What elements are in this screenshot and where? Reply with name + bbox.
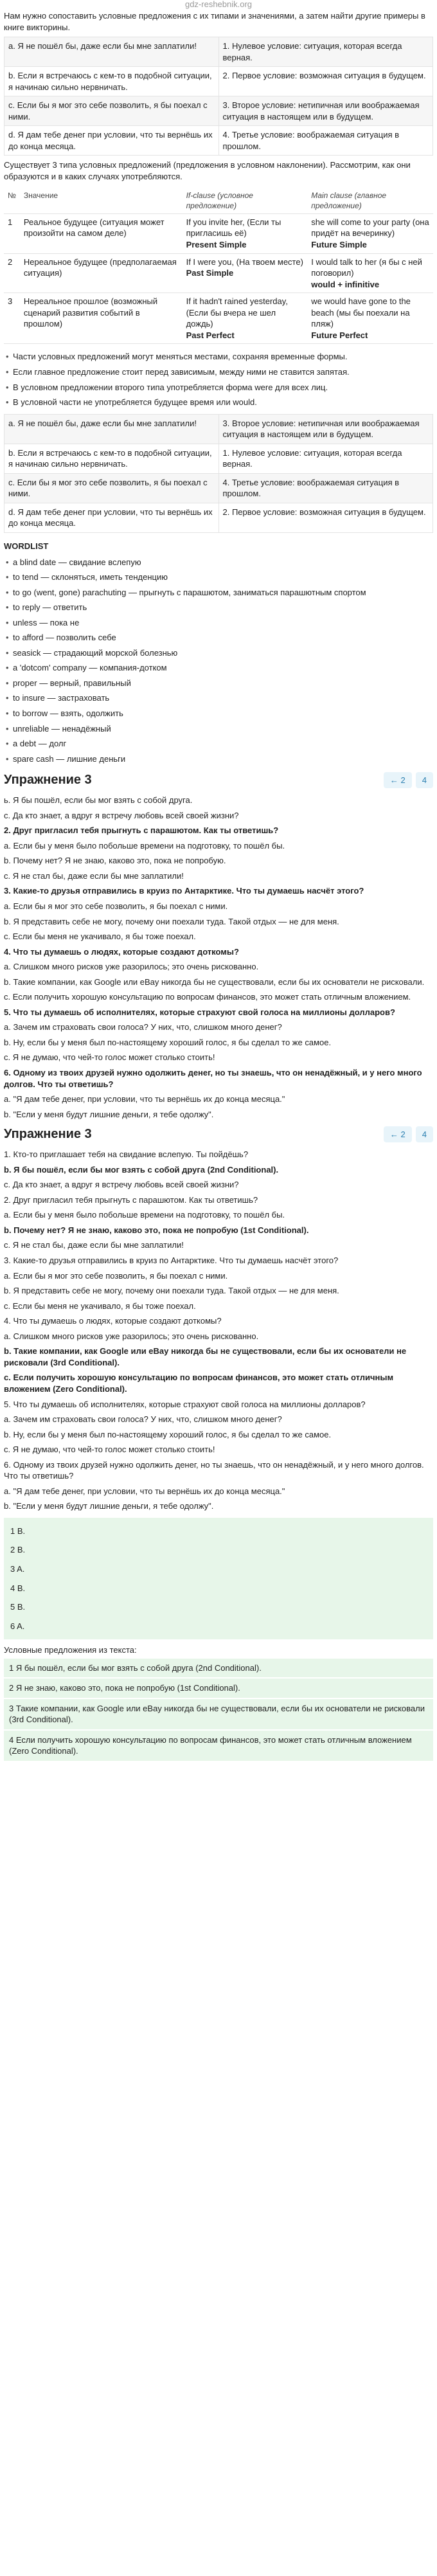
table-row xyxy=(4,293,433,344)
wordlist-item: • unreliable — ненадёжный xyxy=(4,721,433,737)
exercise-line: ь. Я бы пошёл, если бы мог взять с собой друга. xyxy=(4,795,193,806)
table-header-cell: № xyxy=(4,188,20,214)
table-cell: d. Я дам тебе денег при условии, что ты вернёшь их до конца месяца. xyxy=(4,503,219,532)
table-header-cell: Main clause (главное предложение) xyxy=(307,188,433,214)
exercise-line: 6. Одному из твоих друзей нужно одолжить денег, но ты знаешь, что он ненадёжный, и у него много долгов. Что ты ответишь? xyxy=(4,1068,422,1089)
exercise-header-1 xyxy=(0,768,437,793)
exercise-line: а. "Я дам тебе денег, при условии, что ты вернёшь их до конца месяца." xyxy=(4,1486,285,1496)
table-cell: d. Я дам тебе денег при условии, что ты вернёшь их до конца месяца. xyxy=(4,126,219,156)
answer-example: 3 Такие компании, как Google или eBay никогда бы не существовали, если бы их основатели не рисковали (3rd Conditional). xyxy=(4,1699,433,1729)
exercise-line: 3. Какие-то друзья отправились в круиз по Антарктике. Что ты думаешь насчёт этого? xyxy=(4,1256,339,1266)
table-row xyxy=(4,67,433,96)
main-clause-tense: Future Simple xyxy=(311,240,367,250)
exercise-line: с. Я не думаю, что чей-то голос может столько стоить! xyxy=(4,1052,215,1063)
exercise-line: b. Такие компании, как Google или eBay никогда бы не существовали, если бы их основатели не рисковали. xyxy=(4,977,425,987)
pairs-table-1 xyxy=(4,37,433,156)
exercise-title: Упражнение 3 xyxy=(4,1127,92,1142)
exercise-line: с. Я не стал бы, даже если бы мне заплатили! xyxy=(4,1240,184,1250)
table-cell: 1. Нулевое условие: ситуация, которая всегда верная. xyxy=(219,37,433,67)
if-clause-example: If you invite her, (Если ты пригласишь её) xyxy=(186,217,281,239)
if-clause-tense: Past Perfect xyxy=(186,330,235,340)
exercise-line: 4. Что ты думаешь о людях, которые создают доткомы? xyxy=(4,1316,222,1326)
main-clause-tense: would + infinitive xyxy=(311,279,380,289)
next-exercise-button[interactable]: 4 xyxy=(416,772,433,789)
wordlist-item: • a blind date — свидание вслепую xyxy=(4,555,433,570)
note-item: • Части условных предложений могут меняться местами, сохраняя временные формы. xyxy=(4,349,433,365)
answer-item: 6 A. xyxy=(10,1621,25,1631)
exercise-line: а. Слишком много рисков уже разорилось; это очень рискованно. xyxy=(4,962,259,972)
exercise-1-content xyxy=(0,793,437,1122)
main-clause-example: she will come to your party (она придёт на вечеринку) xyxy=(311,217,429,239)
exercise-line: а. Зачем им страховать свои голоса? У них, что, слишком много денег? xyxy=(4,1414,282,1425)
if-clause-cell xyxy=(183,213,308,253)
exercise-line: b. Почему нет? Я не знаю, каково это, пока не попробую (1st Conditional). xyxy=(4,1225,309,1235)
if-clause-tense: Past Simple xyxy=(186,268,234,278)
exercise-line: а. Если бы у меня было побольше времени на подготовку, то пошёл бы. xyxy=(4,840,285,851)
exercise-line: 1. Кто-то приглашает тебя на свидание вслепую. Ты пойдёшь? xyxy=(4,1149,249,1160)
exercise-line: b. Почему нет? Я не знаю, каково это, пока не попробую. xyxy=(4,856,226,866)
exercise-line: 6. Одному из твоих друзей нужно одолжить денег, но ты знаешь, что он ненадёжный, и у него много долгов. Что ты ответишь? xyxy=(4,1459,424,1481)
wordlist-item: • to insure — застраховать xyxy=(4,690,433,706)
table-cell: b. Если я встречаюсь с кем-то в подобной ситуации, я начинаю сильно нервничать. xyxy=(4,67,219,96)
main-clause-example: I would talk to her (я бы с ней поговорил) xyxy=(311,257,422,278)
wordlist-item: • to reply — ответить xyxy=(4,600,433,615)
pairs-table-2 xyxy=(4,414,433,533)
exercise-line: b. "Если у меня будут лишние деньги, я тебе одолжу". xyxy=(4,1501,214,1511)
intro-text-2: Существует 3 типа условных предложений (предложения в условном наклонении). Рассмотрим, как они образуются и в каких случаях употребляются. xyxy=(4,160,411,182)
row-meaning: Нереальное будущее (предполагаемая ситуация) xyxy=(20,253,183,293)
main-clause-cell xyxy=(307,293,433,344)
if-clause-tense: Present Simple xyxy=(186,240,247,250)
row-number: 2 xyxy=(4,253,20,293)
exercise-line: b. Ну, если бы у меня был по-настоящему хороший голос, я бы сделал то же самое. xyxy=(4,1037,332,1047)
wordlist-item: • a 'dotcom' company — компания-дотком xyxy=(4,660,433,676)
table-row xyxy=(4,414,433,444)
answer-item: 3 A. xyxy=(10,1563,25,1574)
table-cell: 4. Третье условие: воображаемая ситуация в прошлом. xyxy=(219,126,433,156)
prev-exercise-button[interactable]: ← 2 xyxy=(384,772,412,789)
wordlist-item: • unless — пока не xyxy=(4,615,433,631)
exercise-line: с. Если бы меня не укачивало, я бы тоже поехал. xyxy=(4,932,196,942)
exercise-line: а. Если бы я мог это себе позволить, я бы поехал с ними. xyxy=(4,901,228,911)
main-clause-cell xyxy=(307,213,433,253)
answer-item: 1 B. xyxy=(10,1526,26,1536)
table-row xyxy=(4,37,433,67)
row-number: 3 xyxy=(4,293,20,344)
answers-box xyxy=(4,1518,433,1639)
table-cell: a. Я не пошёл бы, даже если бы мне заплатили! xyxy=(4,37,219,67)
table-row xyxy=(4,213,433,253)
note-item: • В условном предложении второго типа употребляется форма were для всех лиц. xyxy=(4,380,433,395)
main-clause-example: we would have gone to the beach (мы бы поехали на пляж) xyxy=(311,296,411,329)
note-item: • Если главное предложение стоит перед зависимым, между ними не ставится запятая. xyxy=(4,365,433,380)
table-cell: c. Если бы я мог это себе позволить, я бы поехал с ними. xyxy=(4,96,219,126)
row-meaning: Нереальное прошлое (возможный сценарий развития событий в прошлом) xyxy=(20,293,183,344)
table-cell: 4. Третье условие: воображаемая ситуация в прошлом. xyxy=(219,473,433,503)
table-row xyxy=(4,473,433,503)
exercise-title: Упражнение 3 xyxy=(4,773,92,788)
answer-item: 4 B. xyxy=(10,1583,26,1593)
exercise-line: 2. Друг пригласил тебя прыгнуть с парашютом. Как ты ответишь? xyxy=(4,825,279,836)
if-clause-cell xyxy=(183,253,308,293)
wordlist-item: • to afford — позволить себе xyxy=(4,630,433,645)
exercise-line: с. Да кто знает, а вдруг я встречу любовь всей своей жизни? xyxy=(4,810,239,820)
if-clause-example: If I were you, (На твоем месте) xyxy=(186,257,303,267)
table-row xyxy=(4,503,433,532)
exercise-line: b. Такие компании, как Google или eBay никогда бы не существовали, если бы их основатели не рисковали (3rd Conditional). xyxy=(4,1346,407,1367)
next-exercise-button[interactable]: 4 xyxy=(416,1126,433,1143)
answer-example: 1 Я бы пошёл, если бы мог взять с собой друга (2nd Conditional). xyxy=(4,1659,433,1678)
exercise-line: b. Я представить себе не могу, почему они поехали туда. Такой отдых — не для меня. xyxy=(4,1286,339,1296)
exercise-line: 2. Друг пригласил тебя прыгнуть с парашютом. Как ты ответишь? xyxy=(4,1194,258,1205)
exercise-line: с. Я не стал бы, даже если бы мне заплатили! xyxy=(4,870,184,881)
intro-text: Нам нужно сопоставить условные предложения с их типами и значениями, а затем найти другие примеры в книге викторины. xyxy=(4,11,425,32)
answer-example: 2 Я не знаю, каково это, пока не попробую (1st Conditional). xyxy=(4,1679,433,1698)
table-cell: a. Я не пошёл бы, даже если бы мне заплатили! xyxy=(4,414,219,444)
wordlist-title: WORDLIST xyxy=(4,541,49,551)
exercise-line: а. Если бы у меня было побольше времени на подготовку, то пошёл бы. xyxy=(4,1210,285,1220)
note-item: • В условной части не употребляется будущее время или would. xyxy=(4,395,433,410)
table-cell: 2. Первое условие: возможная ситуация в будущем. xyxy=(219,503,433,532)
wordlist xyxy=(0,554,437,768)
exercise-line: с. Я не думаю, что чей-то голос может столько стоить! xyxy=(4,1445,215,1455)
exercise-line: а. Если бы я мог это себе позволить, я бы поехал с ними. xyxy=(4,1270,228,1281)
row-number: 1 xyxy=(4,213,20,253)
exercise-line: 3. Какие-то друзья отправились в круиз по Антарктике. Что ты думаешь насчёт этого? xyxy=(4,886,364,896)
answers-intro: Условные предложения из текста: xyxy=(4,1645,137,1655)
table-header-cell: If-clause (условное предложение) xyxy=(183,188,308,214)
table-cell: 3. Второе условие: нетипичная или воображаемая ситуация в настоящем или в будущем. xyxy=(219,96,433,126)
notes-list xyxy=(0,348,437,411)
wordlist-item: • to go (went, gone) parachuting — прыгнуть с парашютом, заниматься парашютным спортом xyxy=(4,585,433,600)
if-clause-cell xyxy=(183,293,308,344)
table-cell: 2. Первое условие: возможная ситуация в будущем. xyxy=(219,67,433,96)
table-header-cell: Значение xyxy=(20,188,183,214)
table-header-row xyxy=(4,188,433,214)
exercise-line: 4. Что ты думаешь о людях, которые создают доткомы? xyxy=(4,946,239,957)
table-row xyxy=(4,96,433,126)
table-cell: 3. Второе условие: нетипичная или воображаемая ситуация в настоящем или в будущем. xyxy=(219,414,433,444)
exercise-line: 5. Что ты думаешь об исполнителях, которые страхуют свой голоса на миллионы долларов? xyxy=(4,1007,395,1017)
row-meaning: Реальное будущее (ситуация может произойти на самом деле) xyxy=(20,213,183,253)
wordlist-item: • to borrow — взять, одолжить xyxy=(4,706,433,721)
answer-item: 2 B. xyxy=(10,1545,26,1555)
answers-examples xyxy=(4,1659,433,1761)
exercise-header-2 xyxy=(0,1122,437,1147)
exercise-line: b. Я представить себе не могу, почему они поехали туда. Такой отдых — не для меня. xyxy=(4,916,339,926)
exercise-line: с. Если получить хорошую консультацию по вопросам финансов, это может стать отличным вложением (Zero Conditional). xyxy=(4,1373,394,1394)
exercise-line: а. Зачем им страховать свои голоса? У них, что, слишком много денег? xyxy=(4,1022,282,1032)
exercise-line: b. "Если у меня будут лишние деньги, я тебе одолжу". xyxy=(4,1109,214,1119)
exercise-line: а. Слишком много рисков уже разорилось; это очень рискованно. xyxy=(4,1331,259,1341)
exercise-line: с. Да кто знает, а вдруг я встречу любовь всей своей жизни? xyxy=(4,1180,239,1190)
table-cell: b. Если я встречаюсь с кем-то в подобной ситуации, я начинаю сильно нервничать. xyxy=(4,444,219,473)
exercise-line: с. Если бы меня не укачивало, я бы тоже поехал. xyxy=(4,1301,196,1311)
table-cell: 1. Нулевое условие: ситуация, которая всегда верная. xyxy=(219,444,433,473)
answer-item: 5 B. xyxy=(10,1602,26,1612)
main-clause-cell xyxy=(307,253,433,293)
wordlist-item: • spare cash — лишние деньги xyxy=(4,752,433,767)
conditionals-table xyxy=(4,188,433,345)
wordlist-item: • a debt — долг xyxy=(4,736,433,752)
exercise-line: b. Ну, если бы у меня был по-настоящему хороший голос, я бы сделал то же самое. xyxy=(4,1429,332,1439)
table-cell: c. Если бы я мог это себе позволить, я бы поехал с ними. xyxy=(4,473,219,503)
exercise-line: b. Я бы пошёл, если бы мог взять с собой друга (2nd Conditional). xyxy=(4,1164,279,1175)
exercise-line: с. Если получить хорошую консультацию по вопросам финансов, это может стать отличным вложением. xyxy=(4,992,411,1002)
main-clause-tense: Future Perfect xyxy=(311,330,368,340)
table-row xyxy=(4,444,433,473)
answer-example: 4 Если получить хорошую консультацию по вопросам финансов, это может стать отличным вложением (Zero Conditional). xyxy=(4,1731,433,1761)
wordlist-item: • to tend — склоняться, иметь тенденцию xyxy=(4,570,433,585)
table-row xyxy=(4,253,433,293)
exercise-2-content xyxy=(0,1147,437,1514)
wordlist-item: • proper — верный, правильный xyxy=(4,676,433,691)
table-row xyxy=(4,126,433,156)
exercise-line: а. "Я дам тебе денег, при условии, что ты вернёшь их до конца месяца." xyxy=(4,1094,285,1104)
wordlist-item: • seasick — страдающий морской болезнью xyxy=(4,645,433,661)
top-watermark: gdz-reshebnik.org xyxy=(184,0,253,9)
exercise-line: 5. Что ты думаешь об исполнителях, которые страхуют свой голоса на миллионы долларов? xyxy=(4,1399,366,1409)
prev-exercise-button[interactable]: ← 2 xyxy=(384,1126,412,1143)
if-clause-example: If it hadn't rained yesterday, (Если бы вчера не шел дождь) xyxy=(186,296,288,329)
